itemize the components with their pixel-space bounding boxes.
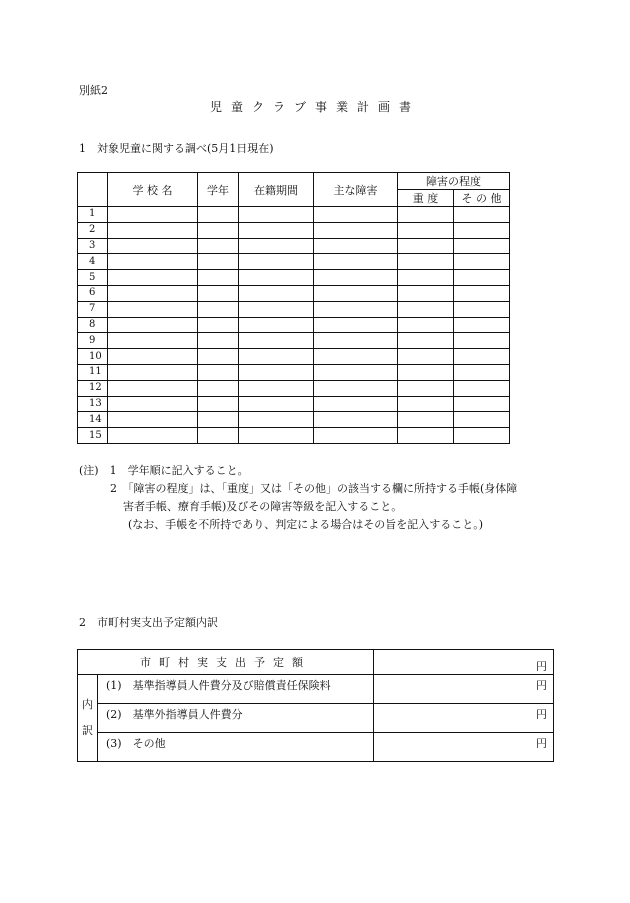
children-table	[77, 172, 510, 444]
table-row	[78, 270, 510, 286]
table-cell[interactable]	[108, 396, 198, 412]
table-cell[interactable]	[454, 254, 510, 270]
row-number: 15	[78, 428, 108, 444]
row-number: 13	[78, 396, 108, 412]
table-cell[interactable]	[239, 254, 314, 270]
budget-total-label: 市町村実支出予定額	[78, 650, 374, 675]
table-cell[interactable]	[398, 270, 454, 286]
table-cell[interactable]	[108, 317, 198, 333]
table-cell[interactable]	[454, 238, 510, 254]
notes	[79, 462, 517, 534]
table-cell[interactable]	[398, 222, 454, 238]
row-number: 6	[78, 285, 108, 301]
table-cell[interactable]	[398, 333, 454, 349]
table-row	[78, 349, 510, 365]
table-cell[interactable]	[398, 285, 454, 301]
table-cell[interactable]	[108, 301, 198, 317]
col-number	[78, 173, 108, 207]
table-cell[interactable]	[108, 333, 198, 349]
table-cell[interactable]	[454, 285, 510, 301]
table-cell[interactable]	[454, 270, 510, 286]
table-cell[interactable]	[314, 333, 398, 349]
table-row	[78, 380, 510, 396]
table-cell[interactable]	[398, 412, 454, 428]
table-cell[interactable]	[108, 364, 198, 380]
table-row	[78, 254, 510, 270]
table-cell[interactable]	[108, 285, 198, 301]
table-cell[interactable]	[454, 317, 510, 333]
table-cell[interactable]	[108, 207, 198, 223]
table-cell[interactable]	[239, 238, 314, 254]
table-cell[interactable]	[398, 380, 454, 396]
table-cell[interactable]	[198, 270, 239, 286]
table-row	[78, 317, 510, 333]
table-cell[interactable]	[454, 333, 510, 349]
table-cell[interactable]	[108, 222, 198, 238]
budget-table	[77, 649, 554, 762]
col-grade: 学年	[198, 173, 239, 207]
attachment-label: 別紙2	[79, 84, 108, 97]
table-cell[interactable]	[314, 364, 398, 380]
table-cell[interactable]	[198, 349, 239, 365]
table-cell[interactable]	[454, 396, 510, 412]
table-cell[interactable]	[314, 349, 398, 365]
table-cell[interactable]	[198, 412, 239, 428]
table-cell[interactable]	[398, 301, 454, 317]
table-row	[78, 301, 510, 317]
budget-item-1: (1) 基準指導員人件費分及び賠償責任保険料	[98, 675, 374, 704]
table-cell[interactable]	[108, 412, 198, 428]
breakdown-label-top: 内	[82, 698, 93, 711]
table-row	[78, 207, 510, 223]
table-cell[interactable]	[108, 349, 198, 365]
row-number: 2	[78, 222, 108, 238]
table-cell[interactable]	[314, 317, 398, 333]
table-row	[78, 396, 510, 412]
table-cell[interactable]	[108, 270, 198, 286]
table-cell[interactable]	[454, 222, 510, 238]
table-cell[interactable]	[239, 317, 314, 333]
table-cell[interactable]	[239, 396, 314, 412]
table-row	[78, 364, 510, 380]
table-cell[interactable]	[398, 364, 454, 380]
table-cell[interactable]	[198, 254, 239, 270]
table-cell[interactable]	[108, 428, 198, 444]
row-number: 3	[78, 238, 108, 254]
table-cell[interactable]	[198, 396, 239, 412]
table-row	[78, 285, 510, 301]
row-number: 10	[78, 349, 108, 365]
table-cell[interactable]	[398, 254, 454, 270]
table-cell[interactable]	[454, 301, 510, 317]
table-cell[interactable]	[198, 364, 239, 380]
table-row	[78, 222, 510, 238]
col-other: そ の 他	[454, 190, 510, 207]
table-cell[interactable]	[398, 317, 454, 333]
row-number: 9	[78, 333, 108, 349]
table-cell[interactable]	[239, 349, 314, 365]
table-cell[interactable]	[314, 254, 398, 270]
table-cell[interactable]	[239, 270, 314, 286]
table-cell[interactable]	[454, 428, 510, 444]
table-cell[interactable]	[314, 270, 398, 286]
table-cell[interactable]	[198, 222, 239, 238]
breakdown-label	[78, 675, 98, 762]
col-school: 学 校 名	[108, 173, 198, 207]
budget-item-2-yen: 円	[374, 704, 554, 733]
budget-item-2: (2) 基準外指導員人件費分	[98, 704, 374, 733]
table-cell[interactable]	[198, 428, 239, 444]
table-cell[interactable]	[239, 301, 314, 317]
table-cell[interactable]	[314, 207, 398, 223]
table-cell[interactable]	[314, 222, 398, 238]
table-cell[interactable]	[239, 412, 314, 428]
table-cell[interactable]	[198, 207, 239, 223]
row-number: 5	[78, 270, 108, 286]
table-row	[78, 412, 510, 428]
note-2b: 害者手帳、療育手帳)及びその障害等級を記入すること。	[123, 500, 403, 513]
document-title: 児童クラブ事業計画書	[209, 100, 420, 114]
table-cell[interactable]	[239, 364, 314, 380]
table-cell[interactable]	[198, 333, 239, 349]
budget-item-3-yen: 円	[374, 733, 554, 762]
note-2a: 2 「障害の程度」は、「重度」又は「その他」の該当する欄に所持する手帳(身体障	[110, 482, 518, 495]
col-disability: 主な障害	[314, 173, 398, 207]
table-cell[interactable]	[239, 333, 314, 349]
table-cell[interactable]	[198, 317, 239, 333]
table-cell[interactable]	[398, 207, 454, 223]
table-cell[interactable]	[239, 207, 314, 223]
table-cell[interactable]	[454, 349, 510, 365]
table-cell[interactable]	[398, 349, 454, 365]
col-severe: 重 度	[398, 190, 454, 207]
table-cell[interactable]	[454, 380, 510, 396]
budget-item-1-yen: 円	[374, 675, 554, 704]
row-number: 14	[78, 412, 108, 428]
table-cell[interactable]	[454, 207, 510, 223]
table-cell[interactable]	[108, 380, 198, 396]
table-cell[interactable]	[314, 380, 398, 396]
row-number: 12	[78, 380, 108, 396]
table-row	[78, 238, 510, 254]
table-cell[interactable]	[108, 254, 198, 270]
table-cell[interactable]	[398, 428, 454, 444]
row-number: 11	[78, 364, 108, 380]
row-number: 4	[78, 254, 108, 270]
row-number: 7	[78, 301, 108, 317]
table-cell[interactable]	[454, 364, 510, 380]
table-cell[interactable]	[314, 238, 398, 254]
table-cell[interactable]	[239, 428, 314, 444]
breakdown-label-bottom: 訳	[82, 724, 93, 737]
table-cell[interactable]	[198, 238, 239, 254]
table-cell[interactable]	[314, 396, 398, 412]
budget-total-yen: 円	[374, 650, 554, 675]
table-cell[interactable]	[398, 238, 454, 254]
table-row	[78, 428, 510, 444]
section1-heading: 1 対象児童に関する調べ(5月1日現在)	[79, 142, 274, 155]
table-cell[interactable]	[198, 380, 239, 396]
table-cell[interactable]	[198, 285, 239, 301]
row-number: 1	[78, 207, 108, 223]
budget-item-3: (3) その他	[98, 733, 374, 762]
table-cell[interactable]	[314, 428, 398, 444]
note-2c: (なお、手帳を不所持であり、判定による場合はその旨を記入すること。)	[128, 518, 484, 531]
table-cell[interactable]	[239, 380, 314, 396]
notes-label: (注)	[79, 464, 99, 477]
table-cell[interactable]	[314, 301, 398, 317]
note-1: 1 学年順に記入すること。	[109, 464, 249, 477]
table-cell[interactable]	[198, 301, 239, 317]
table-cell[interactable]	[314, 412, 398, 428]
table-cell[interactable]	[239, 285, 314, 301]
col-degree: 障害の程度	[398, 173, 510, 190]
table-cell[interactable]	[314, 285, 398, 301]
row-number: 8	[78, 317, 108, 333]
table-row	[78, 333, 510, 349]
table-cell[interactable]	[398, 396, 454, 412]
col-enrollment: 在籍期間	[239, 173, 314, 207]
table-cell[interactable]	[454, 412, 510, 428]
table-cell[interactable]	[239, 222, 314, 238]
section2-heading: 2 市町村実支出予定額内訳	[79, 616, 218, 629]
table-cell[interactable]	[108, 238, 198, 254]
